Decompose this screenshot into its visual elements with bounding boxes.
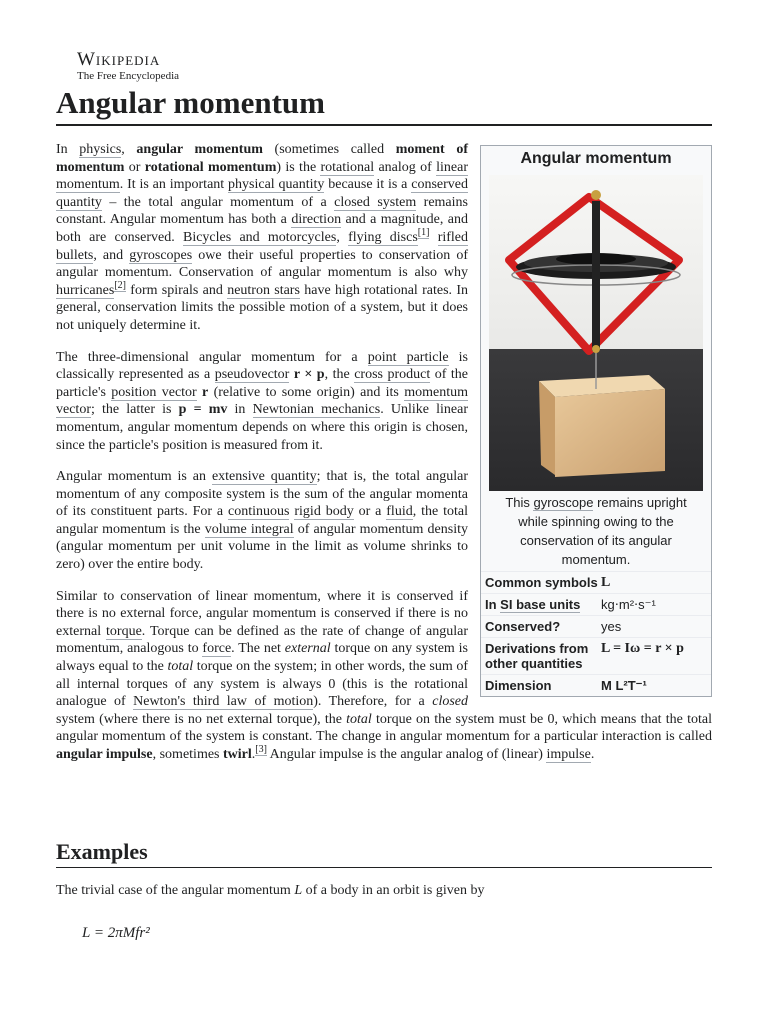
reference-1[interactable]: [1]: [417, 227, 430, 239]
infobox-row: [481, 571, 711, 593]
bicycles-link[interactable]: Bicycles and motorcycles: [182, 229, 337, 245]
infobox-value: yes: [601, 619, 622, 634]
infobox-label: Derivations from other quantities: [485, 641, 589, 671]
si-base-units-link[interactable]: SI base units: [500, 597, 581, 612]
infobox-value: kg⋅m²⋅s⁻¹: [601, 597, 656, 612]
volume-integral-link[interactable]: volume integral: [204, 521, 294, 537]
physics-link[interactable]: physics: [79, 142, 122, 157]
examples-text: The trivial case of the angular momentum L of a body in an orbit is given by: [56, 883, 485, 898]
infobox-value: M L²T⁻¹: [601, 678, 647, 693]
rotational-link[interactable]: rotational: [320, 159, 375, 175]
extensive-quantity-link[interactable]: extensive quantity: [211, 469, 317, 485]
label-text: In: [485, 597, 501, 612]
infobox-value: L = Iω = r × p: [601, 641, 684, 656]
infobox-label: Common symbols: [485, 575, 598, 590]
rifled-bullets-link[interactable]: rifled bullets: [56, 229, 469, 263]
logo-wordmark: Wikipedia: [77, 49, 161, 70]
paragraph-conservation: Similar to conservation of linear momentum, where it is conserved if there is no external force, angular momentum is conserved if there is no external torque. Torque can be defined as the rate of change of angular momentum, analogous to force. The net external torque on any system is always equal to the total torque on the system; in other words, the sum of all internal torques of any system is always 0 (this is the rotational analogue of Newton's third law of motion). Therefore, for a closed system (where there is no net external torque), the total torque on the system must be 0, which means that the total angular momentum of the system is constant. The change in angular momentum for a particular interaction is called angular impulse, sometimes twirl.[3] Angular impulse is the angular analog of (linear) impulse.: [56, 588, 712, 762]
fluid-link[interactable]: fluid: [386, 504, 413, 520]
infobox-caption: [481, 493, 711, 571]
caption-text: remains upright while spinning owing to the conservation of its angular momentum.: [518, 495, 687, 567]
wikipedia-logo[interactable]: [77, 50, 179, 83]
cross-product-link[interactable]: cross product: [354, 367, 431, 383]
section-heading-examples: Examples: [56, 838, 712, 868]
infobox-row: [481, 615, 711, 637]
newtonian-mechanics-link[interactable]: Newtonian mechanics: [252, 402, 381, 418]
flying-discs-link[interactable]: flying discs: [348, 229, 418, 245]
impulse-link[interactable]: impulse: [546, 747, 591, 762]
gyroscope-link[interactable]: gyroscope: [533, 495, 594, 510]
paragraph-extensive: Angular momentum is an extensive quantity; that is, the total angular momentum of any composite system is the sum of the angular momenta of its constituent parts. For a continuous rigid body or a fluid, the total angular momentum is the volume integral of angular momentum density (angular momentum per unit volume in the limit as volume shrinks to zero) over the entire body.: [56, 469, 468, 573]
infobox-row: [481, 637, 711, 674]
infobox-title: Angular momentum: [520, 150, 672, 167]
rigid-body-link[interactable]: rigid body: [294, 504, 354, 520]
infobox-value: L: [601, 575, 611, 590]
paragraph-intro: In physics, angular momentum (sometimes called moment of momentum or rotational momentum) is the rotational analog of linear momentum. It is an important physical quantity because it is a conserved quantity – the total angular momentum of a closed system remains constant. Angular momentum has both a direction and a magnitude, and both are conserved. Bicycles and motorcycles, flying discs[1] rifled bullets, and gyroscopes owe their useful properties to conservation of angular momentum. Conservation of angular momentum is also why hurricanes[2] form spirals and neutron stars have high rotational rates. In general, conservation limits the possible motion of a system, but it does not uniquely determine it.: [56, 142, 469, 333]
force-link[interactable]: force: [202, 641, 232, 657]
page-title: Angular momentum: [56, 84, 712, 126]
reference-2[interactable]: [2]: [114, 280, 126, 292]
article-body: [56, 141, 712, 778]
torque-link[interactable]: torque: [106, 623, 142, 639]
position-vector-link[interactable]: position vector: [111, 384, 197, 400]
pseudovector-link[interactable]: pseudovector: [214, 367, 290, 383]
continuous-link[interactable]: continuous: [228, 504, 290, 520]
neutron-stars-link[interactable]: neutron stars: [227, 282, 300, 298]
point-particle-link[interactable]: point particle: [367, 349, 449, 365]
gyroscopes-link[interactable]: gyroscopes: [129, 247, 193, 263]
newtons-third-law-link[interactable]: Newton's third law of motion: [133, 694, 314, 710]
orbit-formula: L = 2πMfr²: [82, 925, 150, 941]
caption-text: This: [505, 495, 534, 510]
infobox: [480, 145, 712, 697]
direction-link[interactable]: direction: [291, 212, 342, 228]
paragraph-definition: The three-dimensional angular momentum for a point particle is classically represented as a pseudovector r × p, the cross product of the particle's position vector r (relative to some origin) and its momentum vector; the latter is p = mv in Newtonian mechanics. Unlike linear momentum, angular momentum depends on where this origin is chosen, since the particle's position is measured from it.: [56, 349, 468, 453]
gyroscope-image[interactable]: [489, 175, 703, 491]
closed-system-link[interactable]: closed system: [334, 194, 417, 210]
linear-momentum-link[interactable]: linear momentum: [56, 159, 468, 193]
conserved-quantity-link[interactable]: conserved quantity: [56, 177, 468, 210]
physical-quantity-link[interactable]: physical quantity: [228, 177, 325, 193]
reference-3[interactable]: [3]: [255, 744, 267, 756]
hurricanes-link[interactable]: hurricanes: [56, 282, 115, 298]
infobox-row: [481, 593, 711, 615]
logo-tagline: The Free Encyclopedia: [77, 70, 180, 82]
infobox-label: Conserved?: [485, 619, 561, 634]
infobox-label: [485, 597, 601, 612]
infobox-label: Dimension: [485, 678, 552, 693]
infobox-row: [481, 674, 711, 696]
momentum-vector-link[interactable]: momentum vector: [56, 384, 468, 418]
